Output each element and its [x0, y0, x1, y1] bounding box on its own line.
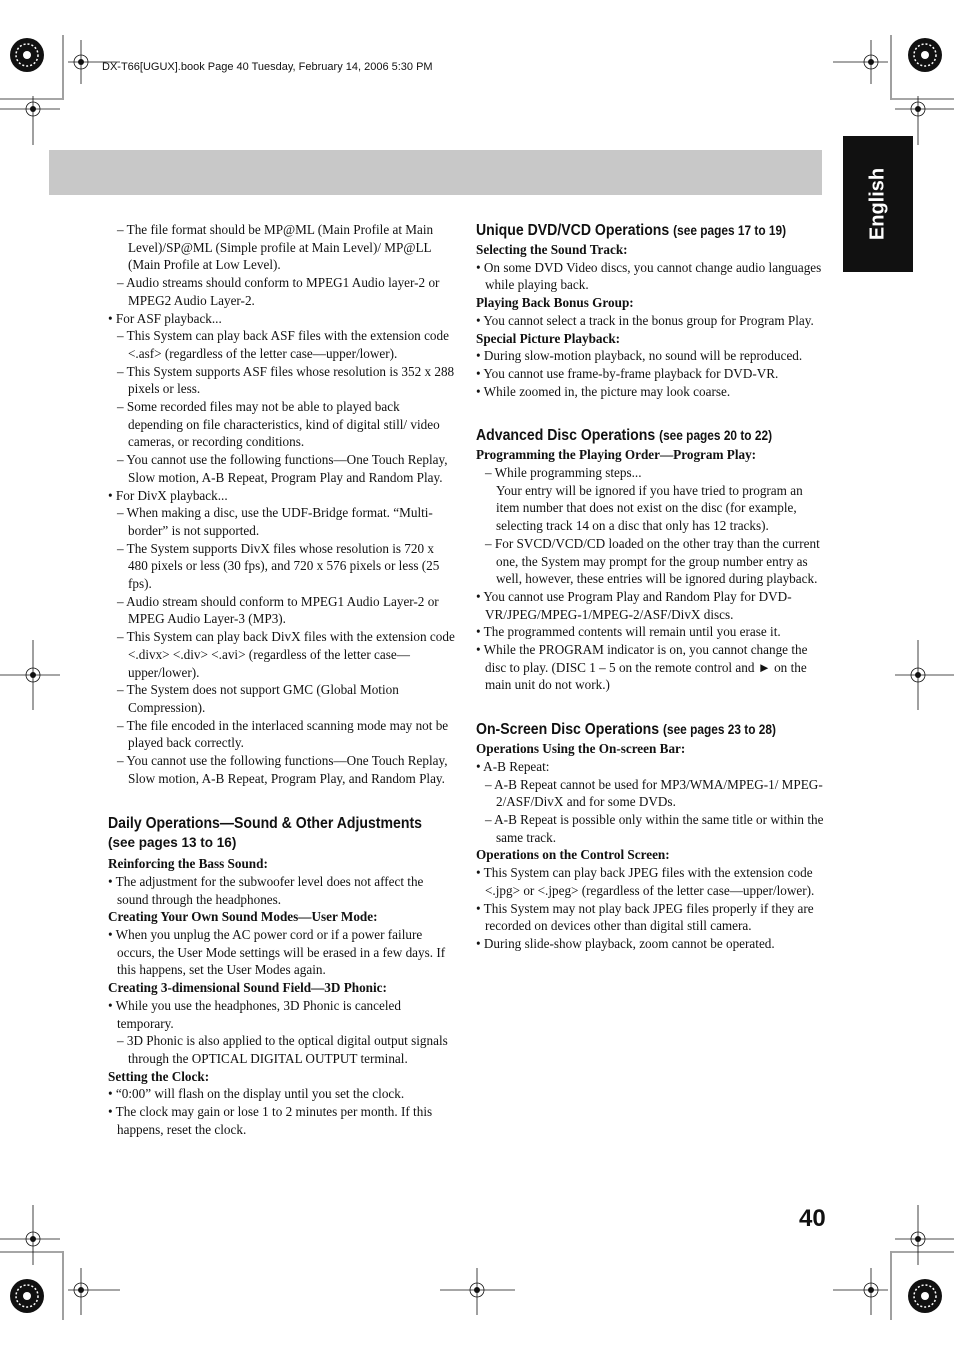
- list-item: • On some DVD Video discs, you cannot change audio languages while playing back.: [476, 259, 822, 293]
- list-item: • This System may not play back JPEG files properly if they are recorded on devices other than digital still camera.: [476, 900, 814, 934]
- unique-dvd-pages: (see pages 17 to 19): [673, 223, 787, 238]
- list-item: • “0:00” will flash on the display until you set the clock.: [108, 1086, 405, 1102]
- list-item: – 3D Phonic is also applied to the optical digital output signals through the OPTICAL DIGITAL OUTPUT terminal.: [117, 1033, 448, 1066]
- subheading: Special Picture Playback:: [476, 330, 621, 346]
- unique-dvd-list: [476, 241, 826, 400]
- advanced-disc-heading: [476, 426, 784, 446]
- list-item: – This System can play back DivX files with the extension code <.divx> <.div> <.avi> (regardless of the letter case—upper/lower).: [117, 629, 455, 680]
- list-item: – When making a disc, use the UDF-Bridge format. “Multi-border” is not supported.: [117, 505, 433, 538]
- subheading: Setting the Clock:: [108, 1068, 210, 1084]
- subheading: Selecting the Sound Track:: [476, 242, 628, 257]
- list-item: • While you use the headphones, 3D Phonic is canceled temporary.: [108, 997, 401, 1031]
- advanced-disc-title: Advanced Disc Operations: [476, 427, 656, 445]
- list-item: – The System does not support GMC (Global Motion Compression).: [117, 682, 399, 715]
- list-item: • You cannot use Program Play and Random Play for DVD-VR/JPEG/MPEG-1/MPEG-2/ASF/DivX discs.: [476, 588, 792, 622]
- list-item: – A-B Repeat is possible only within the same title or within the same track.: [485, 811, 824, 845]
- list-item: – This System supports ASF files whose resolution is 352 x 288 pixels or less.: [117, 363, 455, 397]
- list-item: – The file encoded in the interlaced scanning mode may not be played back correctly.: [117, 717, 449, 751]
- onscreen-disc-heading: [476, 720, 784, 740]
- subheading: Operations on the Control Screen:: [476, 847, 670, 863]
- daily-operations-pages: (see pages 13 to 16): [108, 834, 237, 850]
- list-item: – While programming steps...: [485, 465, 642, 481]
- list-item: • You cannot select a track in the bonus group for Program Play.: [476, 312, 814, 328]
- advanced-disc-list: [476, 446, 826, 694]
- list-item: • When you unplug the AC power cord or if a power failure occurs, the User Mode settings will be erased in a few days. If this happens, set the User Modes again.: [108, 927, 446, 978]
- list-item: • You cannot use frame-by-frame playback for DVD-VR.: [476, 365, 779, 381]
- list-item: • A-B Repeat:: [476, 758, 550, 774]
- subheading: Reinforcing the Bass Sound:: [108, 856, 268, 872]
- list-item: • During slow-motion playback, no sound will be reproduced.: [476, 348, 803, 364]
- list-item: • During slide-show playback, zoom cannot be operated.: [476, 935, 775, 951]
- list-item: • While zoomed in, the picture may look coarse.: [476, 383, 731, 399]
- unique-dvd-title: Unique DVD/VCD Operations: [476, 222, 670, 239]
- list-item: – Audio streams should conform to MPEG1 Audio layer-2 or MPEG2 Audio Layer-2.: [117, 275, 440, 308]
- subheading: Creating Your Own Sound Modes—User Mode:: [108, 909, 378, 925]
- header-band: [49, 150, 822, 195]
- list-item: – You cannot use the following functions—One Touch Replay, Slow motion, A-B Repeat, Program Play, and Random Play.: [117, 753, 448, 786]
- list-item: – This System can play back ASF files with the extension code <.asf> (regardless of the letter case—upper/lower).: [117, 328, 449, 361]
- onscreen-disc-pages: (see pages 23 to 28): [663, 722, 776, 738]
- list-item: • The programmed contents will remain until you erase it.: [476, 624, 781, 640]
- language-tab-label: English: [866, 167, 889, 241]
- advanced-disc-pages: (see pages 20 to 22): [659, 428, 773, 444]
- list-item: Your entry will be ignored if you have tried to program an item number that does not exist on the disc (for example, selecting track 14 on a disc that only has 12 tracks).: [496, 482, 803, 534]
- list-item: – You cannot use the following functions—One Touch Replay, Slow motion, A-B Repeat, Program Play and Random Play.: [117, 452, 448, 485]
- list-item: – Audio stream should conform to MPEG1 Audio Layer-2 or MPEG Audio Layer-3 (MP3).: [117, 593, 439, 627]
- list-item: – Some recorded files may not be able to played back depending on file characteristics, kind of digital still/ video cameras, or recording conditions.: [117, 399, 440, 450]
- list-item: • For DivX playback...: [108, 487, 228, 503]
- list-item: – A-B Repeat cannot be used for MP3/WMA/MPEG-1/ MPEG-2/ASF/DivX and for some DVDs.: [485, 776, 823, 810]
- left-intro-list: [108, 221, 456, 788]
- file-info-header: DX-T66[UGUX].book Page 40 Tuesday, February 14, 2006 5:30 PM: [102, 61, 433, 73]
- left-column: [108, 221, 456, 1138]
- list-item: • For ASF playback...: [108, 310, 222, 326]
- page-number: 40: [799, 1205, 826, 1232]
- onscreen-disc-title: On-Screen Disc Operations: [476, 721, 660, 739]
- list-item: – The file format should be MP@ML (Main Profile at Main Level)/SP@ML (Simple profile at Main Level)/ MP@LL (Main Profile at Low Level).: [117, 222, 434, 273]
- unique-dvd-heading: [476, 221, 787, 241]
- list-item: – For SVCD/VCD/CD loaded on the other tray than the current one, the System may prompt for the group number entry as well, however, these entries will be ignored during playback.: [485, 535, 820, 587]
- list-item: – The System supports DivX files whose resolution is 720 x 480 pixels or less (30 fps), and 720 x 576 pixels or less (25 fps).: [117, 540, 440, 592]
- subheading: Programming the Playing Order—Program Play:: [476, 447, 757, 463]
- list-item: • This System can play back JPEG files with the extension code <.jpg> or <.jpeg> (regardless of the letter case—upper/lower).: [476, 865, 815, 898]
- subheading: Creating 3-dimensional Sound Field—3D Phonic:: [108, 980, 387, 996]
- language-tab: [843, 136, 913, 272]
- daily-operations-list: [108, 855, 456, 1138]
- subheading: Operations Using the On-screen Bar:: [476, 741, 686, 757]
- subheading: Playing Back Bonus Group:: [476, 295, 634, 311]
- daily-operations-heading: Daily Operations—Sound & Other Adjustments: [108, 814, 422, 832]
- list-item: • The adjustment for the subwoofer level does not affect the sound through the headphones.: [108, 873, 424, 907]
- onscreen-disc-list: [476, 740, 826, 952]
- list-item: • The clock may gain or lose 1 to 2 minutes per month. If this happens, reset the clock.: [108, 1104, 433, 1137]
- list-item: • While the PROGRAM indicator is on, you cannot change the disc to play. (DISC 1 – 5 on the remote control and ► on the main unit do not work.): [476, 642, 808, 693]
- right-column: [476, 221, 826, 953]
